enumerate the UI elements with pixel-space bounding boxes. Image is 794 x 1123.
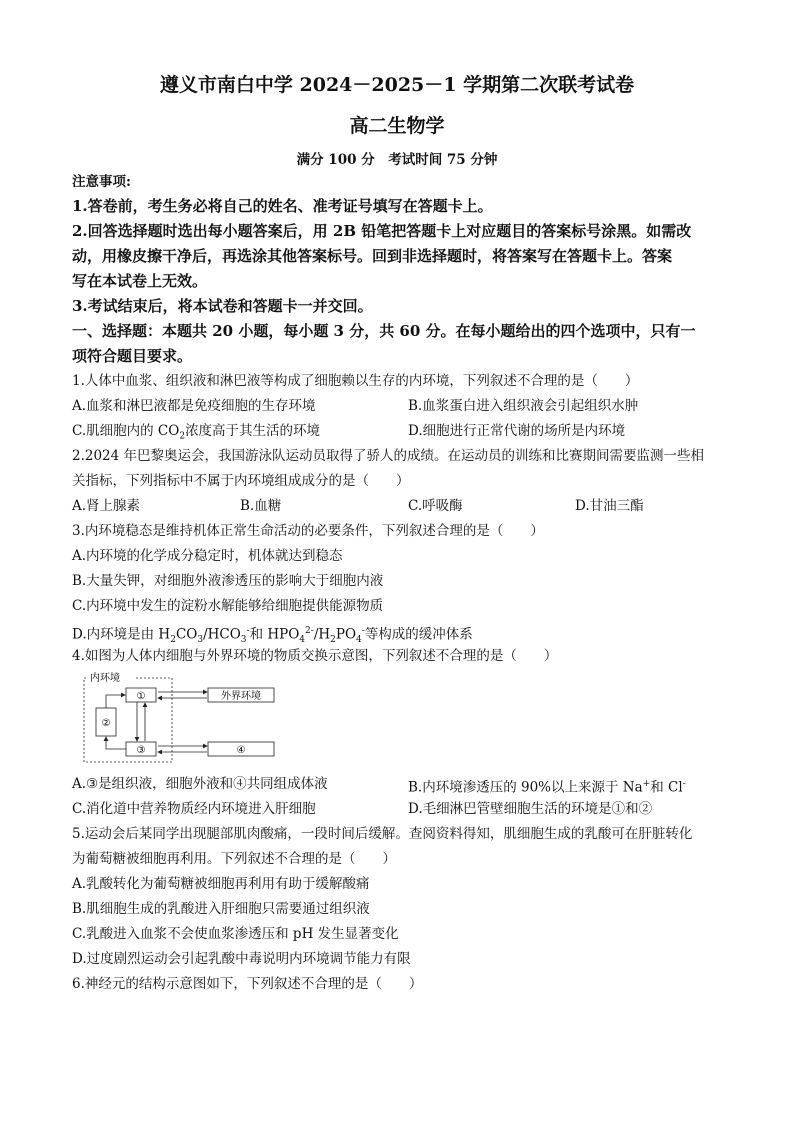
q5-option-a: A.乳酸转化为葡萄糖被细胞再利用有助于缓解酸痛 [72, 876, 370, 892]
node-1-label: ① [136, 691, 146, 702]
q5-option-d: D.过度剧烈运动会引起乳酸中毒说明内环境调节能力有限 [72, 951, 411, 967]
notice-item-1: 1.答卷前，考生务必将自己的姓名、准考证号填写在答题卡上。 [72, 197, 493, 215]
arrow-3-to-2 [106, 737, 126, 749]
notice-item-2-line-3: 写在本试卷上无效。 [72, 272, 208, 290]
arrow-2-to-1 [106, 695, 125, 708]
section1-instruction-line-2: 项符合题目要求。 [72, 347, 193, 365]
q2-option-d: D.甘油三酯 [575, 498, 644, 514]
q5-stem-line-2: 为葡萄糖被细胞再利用。下列叙述不合理的是（ ） [72, 851, 396, 867]
q5-stem-line-1: 5.运动会后某同学出现腿部肌肉酸痛，一段时间后缓解。查阅资料得知，肌细胞生成的乳酸可在肝脏转化 [72, 826, 693, 842]
q4-stem: 4.如图为人体内细胞与外界环境的物质交换示意图，下列叙述不合理的是（ ） [72, 648, 558, 664]
q6-stem: 6.神经元的结构示意图如下，下列叙述不合理的是（ ） [72, 976, 423, 992]
q2-option-b: B.血糖 [240, 498, 282, 514]
q4-option-d: D.毛细淋巴管壁细胞生活的环境是①和② [408, 801, 653, 817]
node-4-label: ④ [236, 745, 246, 756]
q1-stem: 1.人体中血浆、组织液和淋巴液等构成了细胞赖以生存的内环境，下列叙述不合理的是（ ） [72, 373, 639, 389]
outer-environment-label: 外界环境 [221, 691, 261, 702]
notice-item-2-line-2: 动，用橡皮擦干净后，再选涂其他答案标号。回到非选择题时，将答案写在答题卡上。答案 [72, 247, 673, 265]
q1-option-a: A.血浆和淋巴液都是免疫细胞的生存环境 [72, 398, 316, 414]
notice-item-3: 3.考试结束后，将本试卷和答题卡一并交回。 [72, 297, 373, 315]
q3-option-c: C.内环境中发生的淀粉水解能够给细胞提供能源物质 [72, 598, 384, 614]
q2-option-c: C.呼吸酶 [408, 498, 463, 514]
exam-meta: 满分 100 分 考试时间 75 分钟 [296, 152, 498, 168]
q2-stem-line-2: 关指标，下列指标中不属于内环境组成成分的是（ ） [72, 473, 410, 489]
q3-stem: 3.内环境稳态是维持机体正常生命活动的必要条件，下列叙述合理的是（ ） [72, 523, 544, 539]
q5-option-b: B.肌细胞生成的乳酸进入肝细胞只需要通过组织液 [72, 901, 370, 917]
q3-option-d: D.内环境是由 $H_2CO_3/HCO_3^-$和 $HPO_4^{2-}/H_2PO_4^-$等构成的缓冲体系 [72, 626, 473, 646]
notice-item-2-line-1: 2.回答选择题时选出每小题答案后，用 2B 铅笔把答题卡上对应题目的答案标号涂黑。如需改 [72, 222, 692, 240]
node-2-label: ② [101, 718, 111, 729]
exam-title: 遵义市南白中学 2024－2025－1 学期第二次联考试卷 [159, 74, 635, 96]
q2-stem-line-1: 2.2024 年巴黎奥运会，我国游泳队运动员取得了骄人的成绩。在运动员的训练和比赛期间需要监测一些相 [72, 448, 705, 464]
section1-instruction-line-1: 一、选择题：本题共 20 小题，每小题 3 分，共 60 分。在每小题给出的四个选项中，只有一 [72, 322, 696, 340]
node-3-label: ③ [136, 745, 146, 756]
q4-option-a: A.③是组织液，细胞外液和④共同组成体液 [72, 776, 328, 792]
q3-option-a: A.内环境的化学成分稳定时，机体就达到稳态 [72, 548, 343, 564]
q3-option-b: B.大量失钾，对细胞外液渗透压的影响大于细胞内液 [72, 573, 384, 589]
q4-option-c: C.消化道中营养物质经内环境进入肝细胞 [72, 801, 316, 817]
subject-title: 高二生物学 [349, 115, 445, 137]
q2-option-a: A.肾上腺素 [72, 498, 141, 514]
notice-heading: 注意事项: [72, 174, 131, 190]
q1-option-b: B.血浆蛋白进入组织液会引起组织水肿 [408, 398, 639, 414]
exchange-diagram [82, 668, 282, 768]
q1-option-d: D.细胞进行正常代谢的场所是内环境 [408, 423, 626, 439]
q5-option-c: C.乳酸进入血浆不会使血浆渗透压和 pH 发生显著变化 [72, 926, 399, 942]
q1-option-c: C.肌细胞内的 $CO_2$浓度高于其生活的环境 [72, 423, 321, 442]
inner-environment-label: 内环境 [90, 673, 120, 684]
q4-option-b: B.内环境渗透压的 90%以上来源于 Na+和 Cl- [408, 779, 686, 796]
